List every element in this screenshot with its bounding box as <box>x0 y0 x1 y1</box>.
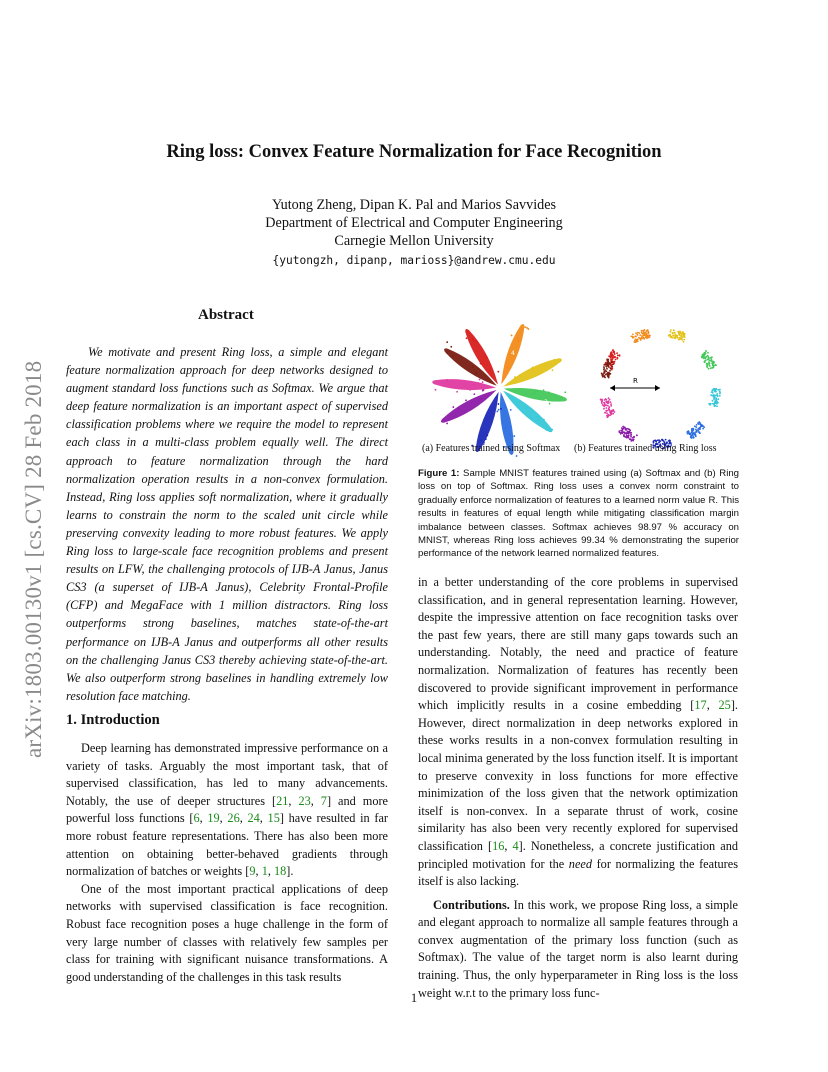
right-column-body <box>418 574 738 1002</box>
digit-label: 5 <box>544 384 548 391</box>
ring-class-cluster <box>668 329 686 343</box>
ring-class-cluster <box>701 350 717 370</box>
abstract-heading: Abstract <box>198 307 254 323</box>
citation-link[interactable]: 21 <box>276 793 289 808</box>
citation-link[interactable]: 26 <box>227 811 240 826</box>
digit-label: 7 <box>460 392 464 399</box>
contributions-runin-heading: Contributions. <box>433 897 510 912</box>
citation-link[interactable]: 7 <box>320 793 327 808</box>
author-names: Yutong Zheng, Dipan K. Pal and Marios Savvides <box>271 197 557 213</box>
citation-link[interactable]: 9 <box>249 864 256 879</box>
digit-label: 3 <box>544 399 548 406</box>
ring-loss-feature-plot <box>600 329 721 449</box>
citation-link[interactable]: 23 <box>298 793 311 808</box>
digit-label: 6 <box>470 410 474 417</box>
contributions-paragraph: Contributions. In this work, we propose Ring loss, a simple and elegant approach to normalize all sample features through a convex augmentation of the primary loss function (such as Softmax). The value of the target norm is also learnt during training. Thus, the only hyperparameter in Ring loss is the loss weight w.r.t to the primary loss func- <box>418 897 738 1000</box>
arrow-head <box>655 385 660 391</box>
figure-caption-text: Sample MNIST features trained using (a) Softmax and (b) Ring loss on top of Softmax. Ring loss uses a convex norm constraint to gradually enforce normalization of features to a learned norm value R. This results in features of equal length while mitigating classification margin imbalance between classes. Softmax achieves 98.97 % accuracy on MNIST, whereas Ring loss achieves 99.34 % demonstrating the superior performance of the network learned normalized features. <box>418 468 739 560</box>
left-column-body <box>66 740 388 986</box>
citation-link[interactable]: 25 <box>718 698 731 713</box>
citation-link[interactable]: 17 <box>694 698 707 713</box>
intro-paragraph-3: in a better understanding of the core problems in supervised classification, and in general representation learning. However, despite the impressive attention on face recognition tasks over the past few years, there are still many gaps towards such an understanding. Notably, the need and practice of feature normalization. Normalization of features has recently been discovered to provide significant improvement in performance which implicitly results in a cosine embedding [17, 25]. However, direct normalization in deep networks explored in these works results in a non-convex formulation resulting in local minima generated by the loss function itself. It is important to preserve convexity in loss functions for more effective minimization of the loss given that the network optimization itself is non-convex. In a separate thrust of work, cosine similarity has also been very recently explored for supervised classification [16, 4]. Nonetheless, a concrete justification and principled motivation for the need for normalizing the features itself is also lacking. <box>418 575 739 889</box>
citation-link[interactable]: 4 <box>512 838 519 853</box>
digit-label: 0 <box>495 419 499 426</box>
citation-link[interactable]: 18 <box>274 864 287 879</box>
abstract-text: We motivate and present Ring loss, a simple and elegant feature normalization approach for deep networks designed to augment standard loss functions such as Softmax. We argue that deep feature normalization is an important aspect of supervised classification problems where we require the model to represent each class in a multi-class problem equally well. The direct approach to feature normalization through the hard normalization operation results in a non-convex formulation. Instead, Ring loss applies soft normalization, where it gradually learns to constrain the norm to the scaled unit circle while preserving convexity leading to more robust features. We apply Ring loss to large-scale face recognition problems and present results on LFW, the challenging protocols of IJB-A Janus, Janus CS3 (a superset of IJB-A Janus), Celebrity Frontal-Profile (CFP) and MegaFace with 1 million distractors. Ring loss outperforms strong baselines, matches state-of-the-art performance on IJB-A Janus and outperforms all other results on the challenging Janus CS3 thereby achieving state-of-the-art. We also outperform strong baselines in handling extremely low resolution face matching. <box>66 345 388 703</box>
author-department: Department of Electrical and Computer Engineering <box>265 215 563 231</box>
softmax-feature-plot <box>432 321 569 459</box>
ring-class-cluster <box>686 421 705 439</box>
figure-caption <box>418 467 739 561</box>
paper-title: Ring loss: Convex Feature Normalization for Face Recognition <box>166 142 662 162</box>
author-email[interactable]: {yutongzh, dipanp, marioss}@andrew.cmu.edu <box>272 254 556 267</box>
page-number: 1 <box>410 991 418 1005</box>
citation-link[interactable]: 24 <box>247 811 260 826</box>
citation-link[interactable]: 15 <box>267 811 280 826</box>
digit-label: 4 <box>511 350 515 357</box>
ring-class-cluster <box>708 388 721 407</box>
ring-class-cluster <box>630 329 650 343</box>
figure-subcaption-a: (a) Features trained using Softmax <box>422 443 561 454</box>
citation-link[interactable]: 16 <box>492 838 505 853</box>
citation-link[interactable]: 19 <box>207 811 220 826</box>
citation-link[interactable]: 6 <box>193 811 200 826</box>
softmax-class-petal <box>503 381 569 408</box>
figure-subcaption-b: (b) Features trained using Ring loss <box>574 443 717 454</box>
author-block <box>0 196 828 270</box>
figure-label: Figure 1: <box>418 468 460 479</box>
arxiv-identifier: arXiv:1803.00130v1 [cs.CV] 28 Feb 2018 <box>21 360 46 758</box>
intro-paragraph-1: Deep learning has demonstrated impressive performance on a variety of tasks. Arguably the most important task, that of supervised classification, has led to many advancements. Notably, the use of deeper structures [21, 23, 7] and more powerful loss functions [6, 19, 26, 24, 15] have resulted in far more robust feature representations. There has also been more attention on obtaining better-behaved gradients through normalization of batches or weights [9, 1, 18]. <box>66 741 389 879</box>
author-university: Carnegie Mellon University <box>334 233 494 249</box>
ring-class-cluster <box>600 397 616 418</box>
section-heading-introduction: 1. Introduction <box>66 712 160 728</box>
intro-paragraph-2: One of the most important practical applications of deep networks with supervised classification is face recognition. Robust face recognition poses a huge challenge in the form of very large number of classes with relatively few samples per class for training with significant nuisance transformations. A good understanding of the challenges in this task results <box>66 881 388 984</box>
arrow-head <box>610 385 615 391</box>
figure-1-mnist-features <box>418 316 742 461</box>
digit-label: 1 <box>442 350 446 357</box>
ring-class-cluster <box>618 426 637 442</box>
citation-link[interactable]: 1 <box>261 864 268 879</box>
radius-label: R <box>633 377 638 385</box>
